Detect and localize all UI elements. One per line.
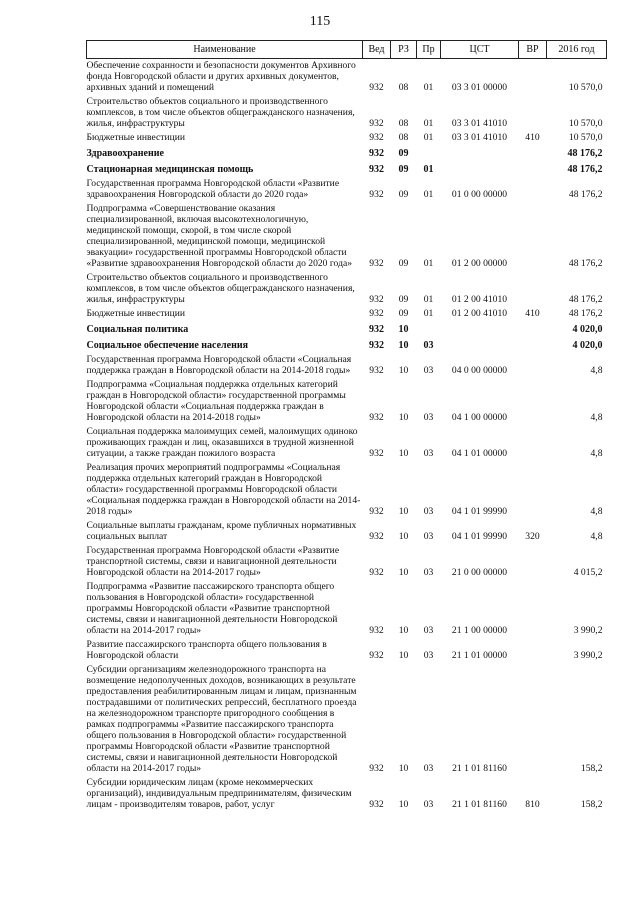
row-cst-cell: 01 2 00 41010	[451, 308, 508, 319]
row-rz-cell: 10	[398, 324, 409, 335]
row-vr-cell	[519, 425, 547, 461]
row-name-cell: Бюджетные инвестиции	[86, 132, 185, 143]
column-header-rz: РЗ	[391, 41, 417, 59]
row-pr-cell: 03	[423, 625, 434, 636]
row-sum-cell: 3 990,2	[573, 650, 603, 661]
table-row	[87, 307, 607, 321]
row-name-cell: Развитие пассажирского транспорта общего пользования в Новгородской области	[86, 639, 327, 661]
row-vr-cell	[519, 59, 547, 96]
row-name-cell: Государственная программа Новгородской области «Развитие транспортной системы, связи и навигационной деятельности Новгородской области на 2014-2017 годы»	[86, 545, 340, 578]
row-ved-cell: 932	[369, 650, 384, 661]
row-cst-cell	[441, 161, 519, 177]
row-rz-cell: 08	[398, 82, 409, 93]
row-cst-cell: 21 1 00 00000	[451, 625, 508, 636]
row-sum-cell: 48 176,2	[568, 189, 603, 200]
row-vr-cell	[519, 580, 547, 638]
row-ved-cell: 932	[369, 118, 384, 129]
row-rz-cell: 10	[398, 448, 409, 459]
row-rz-cell: 09	[398, 258, 409, 269]
row-sum-cell: 4 020,0	[572, 324, 603, 335]
column-header-ved: Вед	[363, 41, 391, 59]
row-cst-cell: 03 3 01 41010	[451, 118, 508, 129]
row-vr-cell	[519, 161, 547, 177]
row-name-cell: Социальное обеспечение населения	[86, 340, 249, 351]
table-row	[87, 131, 607, 145]
row-rz-cell: 09	[398, 148, 409, 159]
row-cst-cell: 04 0 00 00000	[451, 365, 508, 376]
row-pr-cell: 03	[423, 448, 434, 459]
row-name-cell: Бюджетные инвестиции	[86, 308, 185, 319]
row-ved-cell: 932	[369, 531, 384, 542]
row-vr-cell	[519, 638, 547, 663]
row-rz-cell: 09	[398, 294, 409, 305]
row-pr-cell: 01	[423, 294, 434, 305]
row-cst-cell: 21 0 00 00000	[451, 567, 508, 578]
row-pr-cell: 01	[423, 118, 434, 129]
row-sum-cell: 10 570,0	[568, 132, 603, 143]
table-row	[87, 145, 607, 161]
row-sum-cell: 4,8	[590, 365, 603, 376]
table-row	[87, 161, 607, 177]
row-cst-cell: 21 1 01 81160	[452, 799, 507, 810]
row-pr-cell: 01	[423, 82, 434, 93]
row-vr-cell: 410	[525, 132, 540, 143]
row-ved-cell: 932	[369, 365, 384, 376]
table-header	[87, 41, 607, 59]
row-rz-cell: 10	[398, 650, 409, 661]
row-ved-cell: 932	[369, 258, 384, 269]
row-pr-cell: 03	[423, 531, 434, 542]
row-cst-cell: 21 1 01 00000	[451, 650, 508, 661]
row-cst-cell: 21 1 01 81160	[452, 763, 507, 774]
row-name-cell: Субсидии юридическим лицам (кроме некоммерческих организаций), индивидуальным предпринимателям, физическим лицам - производителям товаров, работ, услуг	[86, 777, 352, 810]
row-ved-cell: 932	[369, 189, 384, 200]
row-cst-cell: 04 1 01 99990	[451, 506, 508, 517]
row-sum-cell: 48 176,2	[567, 164, 603, 175]
row-pr-cell: 03	[423, 650, 434, 661]
row-cst-cell	[441, 321, 519, 337]
table-row	[87, 321, 607, 337]
table-row	[87, 177, 607, 202]
row-rz-cell: 10	[398, 531, 409, 542]
row-rz-cell: 10	[398, 567, 409, 578]
row-vr-cell	[519, 337, 547, 353]
row-ved-cell: 932	[369, 308, 384, 319]
table-body	[87, 59, 607, 813]
table-row	[87, 580, 607, 638]
row-vr-cell: 810	[525, 799, 540, 810]
row-sum-cell: 3 990,2	[573, 625, 603, 636]
row-rz-cell: 09	[398, 164, 409, 175]
row-name-cell: Социальная политика	[86, 324, 189, 335]
row-vr-cell	[519, 321, 547, 337]
row-ved-cell: 932	[369, 763, 384, 774]
row-vr-cell	[519, 202, 547, 271]
row-pr-cell: 01	[423, 164, 434, 175]
row-pr-cell: 03	[423, 412, 434, 423]
row-rz-cell: 10	[398, 799, 409, 810]
row-rz-cell: 08	[398, 132, 409, 143]
row-pr-cell: 03	[423, 763, 434, 774]
row-vr-cell	[519, 353, 547, 378]
table-row	[87, 776, 607, 812]
row-cst-cell: 01 0 00 00000	[451, 189, 508, 200]
row-ved-cell: 932	[369, 625, 384, 636]
row-name-cell: Подпрограмма «Развитие пассажирского транспорта общего пользования в Новгородской области» государственной программы Новгородской области «Развитие транспортной системы, связи и навигационной деятельности Новгородской области на 2014-2017 годы»	[86, 581, 338, 636]
row-name-cell: Субсидии организациям железнодорожного транспорта на возмещение недополученных доходов, возникающих в результате предоставления реабилитированным лицам и лицам, признанным пострадавшими от политических репрессий, бесплатного проезда на железнодорожном транспорте пригородного сообщения в рамках подпрограммы «Развитие пассажирского транспорта общего пользования в Новгородской области» государственной программы Новгородской области «Развитие транспортной системы, связи и навигационной деятельности Новгородской области на 2014-2017 годы»	[86, 664, 357, 774]
row-ved-cell: 932	[369, 567, 384, 578]
table-row	[87, 425, 607, 461]
row-ved-cell: 932	[369, 412, 384, 423]
table-row	[87, 638, 607, 663]
row-sum-cell: 4 015,2	[573, 567, 603, 578]
row-rz-cell: 10	[398, 365, 409, 376]
row-ved-cell: 932	[369, 294, 384, 305]
row-name-cell: Социальная поддержка малоимущих семей, малоимущих одиноко проживающих граждан и лиц, оказавшихся в трудной жизненной ситуации, а также граждан пожилого возраста	[86, 426, 358, 459]
row-sum-cell: 10 570,0	[568, 82, 603, 93]
row-name-cell: Подпрограмма «Совершенствование оказания специализированной, включая высокотехнологичную, медицинской помощи, скорой, в том числе скорой специализированной, медицинской помощи, медицинской эвакуации» государственной программы Новгородской области «Развитие здравоохранения Новгородской области до 2020 года»	[86, 203, 353, 269]
row-sum-cell: 4 020,0	[572, 340, 603, 351]
row-vr-cell	[519, 663, 547, 776]
row-rz-cell: 10	[398, 763, 409, 774]
row-name-cell: Здравоохранение	[86, 148, 164, 159]
page-number: 115	[309, 14, 331, 29]
table-row	[87, 461, 607, 519]
row-pr-cell: 01	[423, 308, 434, 319]
row-name-cell: Социальные выплаты гражданам, кроме публичных нормативных социальных выплат	[86, 520, 357, 542]
row-ved-cell: 932	[369, 132, 384, 143]
row-name-cell: Государственная программа Новгородской области «Социальная поддержка граждан в Новгородской области на 2014-2018 годы»	[86, 354, 352, 376]
table-row	[87, 271, 607, 307]
row-rz-cell: 10	[398, 340, 409, 351]
row-pr-cell	[417, 321, 441, 337]
table-row	[87, 337, 607, 353]
row-sum-cell: 48 176,2	[567, 148, 603, 159]
row-rz-cell: 10	[398, 506, 409, 517]
row-name-cell: Обеспечение сохранности и безопасности документов Архивного фонда Новгородской области и других архивных документов, архивных зданий и помещений	[86, 60, 356, 93]
row-ved-cell: 932	[369, 340, 384, 351]
row-sum-cell: 48 176,2	[568, 308, 603, 319]
row-rz-cell: 08	[398, 118, 409, 129]
row-rz-cell: 10	[398, 625, 409, 636]
row-cst-cell: 03 3 01 00000	[451, 82, 508, 93]
column-header-vr: ВР	[519, 41, 547, 59]
row-name-cell: Строительство объектов социального и производственного комплексов, в том числе объектов общегражданского назначения, жилья, инфраструктуры	[86, 96, 355, 129]
row-rz-cell: 09	[398, 189, 409, 200]
row-rz-cell: 09	[398, 308, 409, 319]
row-rz-cell: 10	[398, 412, 409, 423]
table-row	[87, 95, 607, 131]
row-cst-cell	[441, 145, 519, 161]
row-pr-cell: 03	[423, 365, 434, 376]
row-cst-cell: 01 2 00 00000	[451, 258, 508, 269]
row-vr-cell	[519, 461, 547, 519]
row-sum-cell: 4,8	[590, 448, 603, 459]
row-sum-cell: 4,8	[590, 412, 603, 423]
row-ved-cell: 932	[369, 506, 384, 517]
column-header-year: 2016 год	[547, 41, 607, 59]
row-sum-cell: 158,2	[580, 799, 603, 810]
row-sum-cell: 4,8	[590, 531, 603, 542]
row-cst-cell: 03 3 01 41010	[451, 132, 508, 143]
row-ved-cell: 932	[369, 164, 384, 175]
row-vr-cell	[519, 95, 547, 131]
row-pr-cell: 03	[423, 506, 434, 517]
row-cst-cell: 04 1 01 99990	[451, 531, 508, 542]
row-vr-cell: 320	[525, 531, 540, 542]
row-ved-cell: 932	[369, 148, 384, 159]
table-row	[87, 544, 607, 580]
row-pr-cell: 01	[423, 132, 434, 143]
row-vr-cell	[519, 544, 547, 580]
row-pr-cell: 01	[423, 258, 434, 269]
row-vr-cell	[519, 378, 547, 425]
row-ved-cell: 932	[369, 448, 384, 459]
row-name-cell: Государственная программа Новгородской области «Развитие здравоохранения Новгородской области до 2020 года»	[86, 178, 340, 200]
row-name-cell: Стационарная медицинская помощь	[86, 164, 254, 175]
row-pr-cell: 03	[423, 799, 434, 810]
row-ved-cell: 932	[369, 82, 384, 93]
row-pr-cell	[417, 145, 441, 161]
row-sum-cell: 48 176,2	[568, 294, 603, 305]
row-name-cell: Реализация прочих мероприятий подпрограммы «Социальная поддержка отдельных категорий граждан в Новгородской области» государственной программы Новгородской области «Социальная поддержка граждан в Новгородской области на 2014-2018 годы»	[86, 462, 361, 517]
table-row	[87, 59, 607, 96]
row-sum-cell: 4,8	[590, 506, 603, 517]
table-row	[87, 519, 607, 544]
table-row	[87, 353, 607, 378]
row-pr-cell: 03	[423, 567, 434, 578]
column-header-name: Наименование	[87, 41, 363, 59]
table-row	[87, 202, 607, 271]
row-pr-cell: 01	[423, 189, 434, 200]
row-vr-cell: 410	[525, 308, 540, 319]
row-sum-cell: 48 176,2	[568, 258, 603, 269]
row-vr-cell	[519, 145, 547, 161]
row-name-cell: Строительство объектов социального и производственного комплексов, в том числе объектов общегражданского назначения, жилья, инфраструктуры	[86, 272, 355, 305]
table-row	[87, 378, 607, 425]
row-sum-cell: 10 570,0	[568, 118, 603, 129]
row-sum-cell: 158,2	[580, 763, 603, 774]
row-vr-cell	[519, 271, 547, 307]
column-header-cst: ЦСТ	[441, 41, 519, 59]
row-cst-cell: 01 2 00 41010	[451, 294, 508, 305]
row-cst-cell: 04 1 00 00000	[451, 412, 508, 423]
row-cst-cell: 04 1 01 00000	[451, 448, 508, 459]
row-ved-cell: 932	[369, 799, 384, 810]
column-header-pr: Пр	[417, 41, 441, 59]
table-row	[87, 663, 607, 776]
row-cst-cell	[441, 337, 519, 353]
row-ved-cell: 932	[369, 324, 384, 335]
row-name-cell: Подпрограмма «Социальная поддержка отдельных категорий граждан в Новгородской области» государственной программы Новгородской области «Социальная поддержка граждан в Новгородской области на 2014-2018 годы»	[86, 379, 346, 423]
row-pr-cell: 03	[423, 340, 434, 351]
row-vr-cell	[519, 177, 547, 202]
budget-table	[86, 40, 607, 812]
